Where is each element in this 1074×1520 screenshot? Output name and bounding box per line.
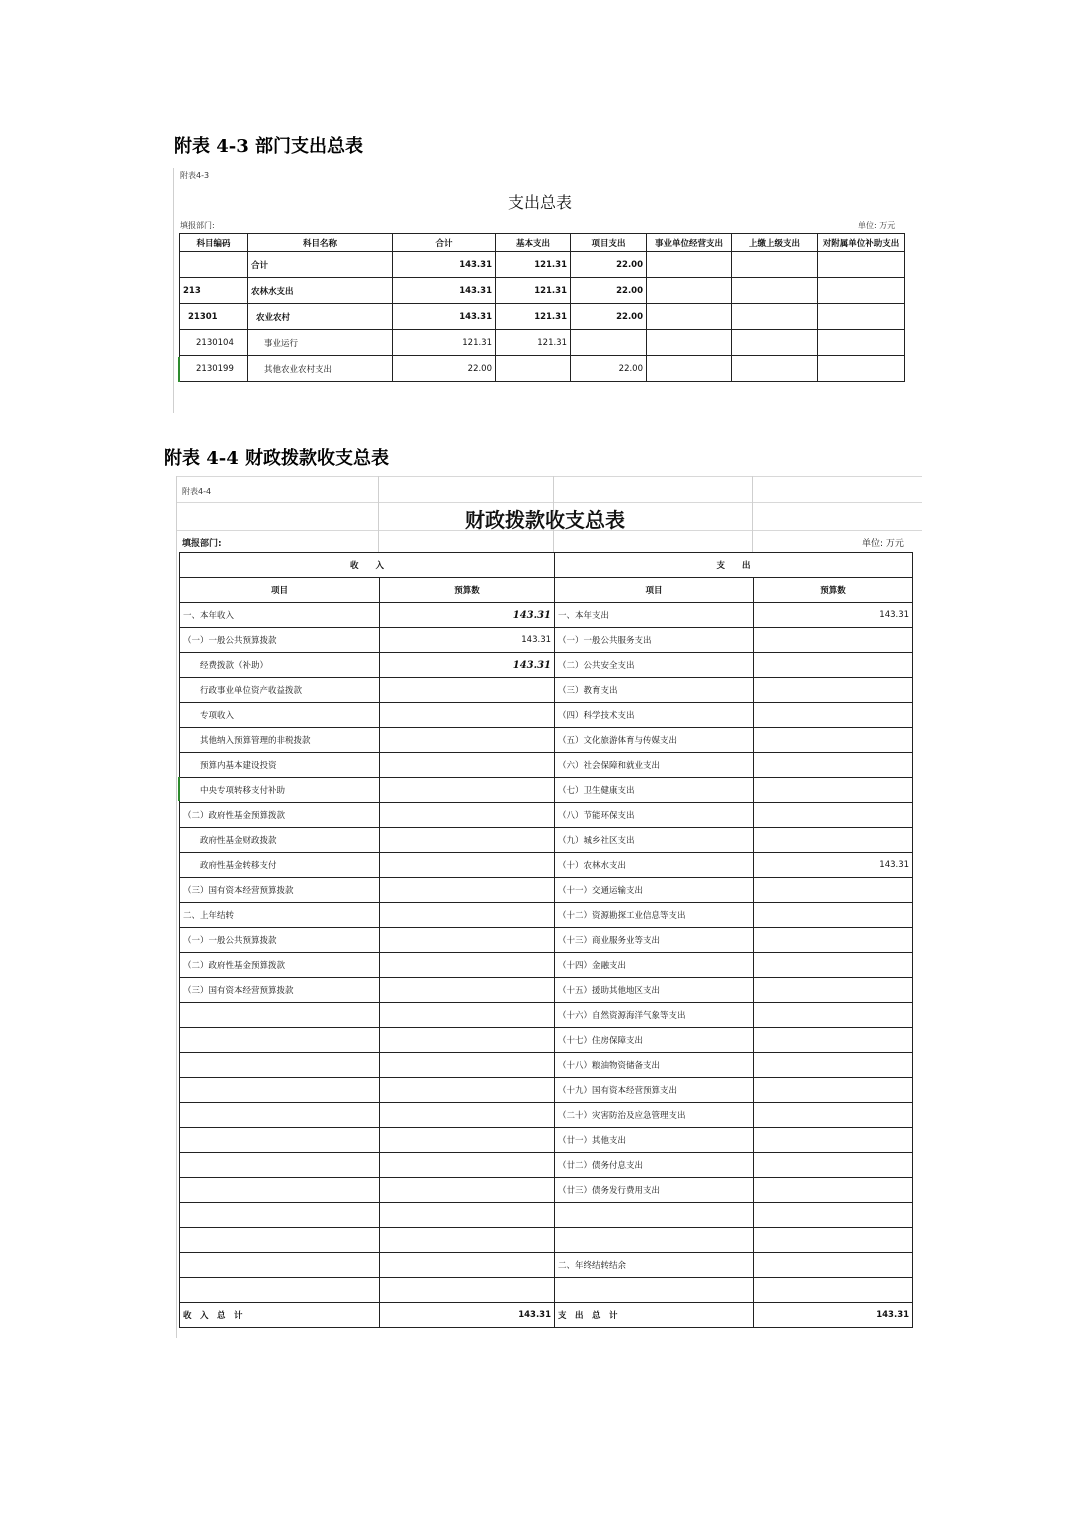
table-row [180,1028,913,1053]
income-budget-cell [380,1053,555,1078]
expense-item-cell [555,1278,754,1303]
expense-budget-cell [754,903,913,928]
expense-item-cell: （二）公共安全支出 [555,653,754,678]
column-header: 科目名称 [248,234,393,252]
code-cell: 2130104 [180,330,248,356]
table-row [180,1103,913,1128]
unit-label: 单位: 万元 [862,539,904,549]
expense-budget-cell [754,1253,913,1278]
table-row [180,1253,913,1278]
income-header: 收 入 [180,553,555,578]
expense-budget-cell: 143.31 [754,853,913,878]
code-cell: 213 [180,278,248,304]
income-item-cell [180,1228,380,1253]
expense-item-cell: （八）节能环保支出 [555,803,754,828]
column-header: 科目编码 [180,234,248,252]
expense-item-cell: （十六）自然资源海洋气象等支出 [555,1003,754,1028]
table-title: 支出总表 [507,193,572,212]
table-row [180,1003,913,1028]
income-budget-cell [380,703,555,728]
income-budget-cell [380,778,555,803]
total-cell: 143.31 [393,304,496,330]
income-item-cell: （一）一般公共预算拨款 [180,928,380,953]
expense-item-cell: （七）卫生健康支出 [555,778,754,803]
project-cell: 22.00 [571,356,647,382]
expense-budget-cell [754,828,913,853]
expense-budget-cell [754,1003,913,1028]
income-item-cell: 中央专项转移支付补助 [180,778,380,803]
income-item-cell: （三）国有资本经营预算拨款 [180,878,380,903]
expense-item-cell: （廿二）债务付息支出 [555,1153,754,1178]
income-budget-cell [380,1228,555,1253]
expense-budget-cell [754,928,913,953]
income-budget-cell [380,1103,555,1128]
table-row [180,252,905,278]
expense-budget-cell [754,778,913,803]
income-item-cell: 预算内基本建设投资 [180,753,380,778]
table-row [180,828,913,853]
income-budget-cell [380,678,555,703]
expense-budget-cell [754,1228,913,1253]
fill-dept-label: 填报部门: [180,221,215,230]
expense-item-cell: （十九）国有资本经营预算支出 [555,1078,754,1103]
project-cell: 22.00 [571,304,647,330]
expense-budget-cell [754,678,913,703]
expense-item-cell: （四）科学技术支出 [555,703,754,728]
income-budget-cell: 143.31 [380,628,555,653]
expense-budget-cell [754,1278,913,1303]
sheet-label: 附表4-4 [182,487,212,496]
income-budget-cell [380,1178,555,1203]
name-cell: 农业农村 [248,304,393,330]
table-row [180,903,913,928]
total-expense-label: 支 出 总 计 [555,1303,754,1328]
expense-header: 支 出 [555,553,913,578]
income-item-cell: 政府性基金转移支付 [180,853,380,878]
project-cell: 22.00 [571,278,647,304]
table-row [180,953,913,978]
table-row [180,1053,913,1078]
income-budget-cell [380,1278,555,1303]
total-income-value: 143.31 [380,1303,555,1328]
fill-dept-label: 填报部门: [182,539,222,549]
name-cell: 事业运行 [248,330,393,356]
income-budget-cell [380,903,555,928]
table-row [180,304,905,330]
name-cell: 农林水支出 [248,278,393,304]
expense-item-cell [555,1228,754,1253]
income-item-cell [180,1203,380,1228]
table-row [180,1278,913,1303]
expense-budget-cell [754,1028,913,1053]
sheet-label: 附表4-3 [180,171,210,180]
expense-item-cell: （六）社会保障和就业支出 [555,753,754,778]
expense-budget-cell [754,703,913,728]
column-header: 项目 [180,578,380,603]
expense-budget-cell [754,1178,913,1203]
table-row [180,1078,913,1103]
expense-item-cell: （廿一）其他支出 [555,1128,754,1153]
income-item-cell: 二、上年结转 [180,903,380,928]
basic-cell [496,356,571,382]
table-title: 财政拨款收支总表 [465,508,625,532]
expense-budget-cell [754,1153,913,1178]
income-item-cell [180,1053,380,1078]
expense-budget-cell [754,878,913,903]
code-cell: 2130199 [180,356,248,382]
total-cell: 121.31 [393,330,496,356]
expense-budget-cell [754,953,913,978]
income-budget-cell [380,1003,555,1028]
expense-item-cell: （一）一般公共服务支出 [555,628,754,653]
expense-budget-cell [754,653,913,678]
table-row [180,1178,913,1203]
income-budget-cell [380,753,555,778]
total-cell: 22.00 [393,356,496,382]
expense-budget-cell [754,1128,913,1153]
column-header: 基本支出 [496,234,571,252]
fiscal-income-expense-table [179,552,913,1328]
expense-budget-cell [754,1203,913,1228]
table-row [180,853,913,878]
income-item-cell: （三）国有资本经营预算拨款 [180,978,380,1003]
basic-cell: 121.31 [496,330,571,356]
income-budget-cell [380,928,555,953]
section1-heading: 附表 4-3 部门支出总表 [174,136,364,157]
income-item-cell [180,1028,380,1053]
total-cell: 143.31 [393,278,496,304]
expense-summary-table [179,233,905,382]
table-row [180,928,913,953]
column-header: 项目 [555,578,754,603]
income-item-cell [180,1078,380,1103]
expense-item-cell: （十二）资源勘探工业信息等支出 [555,903,754,928]
table-row [180,603,913,628]
table-row [180,878,913,903]
expense-budget-cell [754,1078,913,1103]
table-row [180,1203,913,1228]
table-row [180,978,913,1003]
expense-item-cell: （十五）援助其他地区支出 [555,978,754,1003]
column-header: 对附属单位补助支出 [818,234,905,252]
income-item-cell: 一、本年收入 [180,603,380,628]
income-budget-cell [380,828,555,853]
unit-label: 单位: 万元 [858,221,896,230]
table-row [180,803,913,828]
expense-item-cell: 一、本年支出 [555,603,754,628]
project-cell: 22.00 [571,252,647,278]
income-item-cell: 其他纳入预算管理的非税拨款 [180,728,380,753]
expense-item-cell: （十三）商业服务业等支出 [555,928,754,953]
income-item-cell: 政府性基金财政拨款 [180,828,380,853]
column-header: 预算数 [754,578,913,603]
expense-item-cell: （廿三）债务发行费用支出 [555,1178,754,1203]
section2-heading: 附表 4-4 财政拨款收支总表 [164,448,390,469]
expense-item-cell: （三）教育支出 [555,678,754,703]
expense-budget-cell: 143.31 [754,603,913,628]
expense-budget-cell [754,978,913,1003]
table-group-header-row [180,553,913,578]
table-row [180,628,913,653]
basic-cell: 121.31 [496,252,571,278]
table-row [180,1128,913,1153]
project-cell [571,330,647,356]
basic-cell: 121.31 [496,304,571,330]
income-item-cell [180,1003,380,1028]
income-budget-cell [380,1078,555,1103]
expense-item-cell: （十一）交通运输支出 [555,878,754,903]
code-cell: 21301 [180,304,248,330]
basic-cell: 121.31 [496,278,571,304]
expense-budget-cell [754,1053,913,1078]
expense-item-cell: （十八）粮油物资储备支出 [555,1053,754,1078]
expense-item-cell: （十四）金融支出 [555,953,754,978]
income-item-cell [180,1103,380,1128]
column-header: 项目支出 [571,234,647,252]
column-header: 事业单位经营支出 [647,234,732,252]
income-budget-cell [380,878,555,903]
income-budget-cell [380,1128,555,1153]
income-item-cell: 经费拨款（补助） [180,653,380,678]
code-cell [180,252,248,278]
income-item-cell [180,1128,380,1153]
expense-item-cell: （十）农林水支出 [555,853,754,878]
expense-item-cell: 二、年终结转结余 [555,1253,754,1278]
income-budget-cell [380,953,555,978]
income-budget-cell: 143.31 [380,603,555,628]
table-row [180,703,913,728]
income-item-cell: （二）政府性基金预算拨款 [180,803,380,828]
income-item-cell: 行政事业单位资产收益拨款 [180,678,380,703]
expense-budget-cell [754,628,913,653]
table-row [180,1153,913,1178]
expense-item-cell: （九）城乡社区支出 [555,828,754,853]
income-budget-cell [380,1028,555,1053]
expense-budget-cell [754,753,913,778]
expense-budget-cell [754,1103,913,1128]
expense-item-cell: （五）文化旅游体育与传媒支出 [555,728,754,753]
expense-item-cell: （十七）住房保障支出 [555,1028,754,1053]
total-expense-value: 143.31 [754,1303,913,1328]
table-row [180,778,913,803]
income-item-cell [180,1253,380,1278]
total-row [180,1303,913,1328]
name-cell: 其他农业农村支出 [248,356,393,382]
expense-budget-cell [754,728,913,753]
column-header: 上缴上级支出 [732,234,818,252]
income-budget-cell [380,728,555,753]
total-cell: 143.31 [393,252,496,278]
income-item-cell [180,1153,380,1178]
table-row [180,678,913,703]
total-income-label: 收 入 总 计 [180,1303,380,1328]
table-row [180,753,913,778]
income-item-cell [180,1278,380,1303]
income-budget-cell [380,1253,555,1278]
name-cell: 合计 [248,252,393,278]
income-item-cell [180,1178,380,1203]
table-row [180,1228,913,1253]
expense-item-cell: （二十）灾害防治及应急管理支出 [555,1103,754,1128]
table-row [180,728,913,753]
table-row [180,330,905,356]
table-header-row [180,578,913,603]
income-budget-cell [380,803,555,828]
table-row [180,356,905,382]
income-item-cell: 专项收入 [180,703,380,728]
income-budget-cell [380,1153,555,1178]
table-header-row [180,234,905,252]
expense-budget-cell [754,803,913,828]
column-header: 合计 [393,234,496,252]
table-row [180,653,913,678]
column-header: 预算数 [380,578,555,603]
expense-item-cell [555,1203,754,1228]
income-budget-cell [380,853,555,878]
table-row [180,278,905,304]
income-budget-cell [380,978,555,1003]
income-item-cell: （一）一般公共预算拨款 [180,628,380,653]
income-budget-cell [380,1203,555,1228]
income-item-cell: （二）政府性基金预算拨款 [180,953,380,978]
income-budget-cell: 143.31 [380,653,555,678]
